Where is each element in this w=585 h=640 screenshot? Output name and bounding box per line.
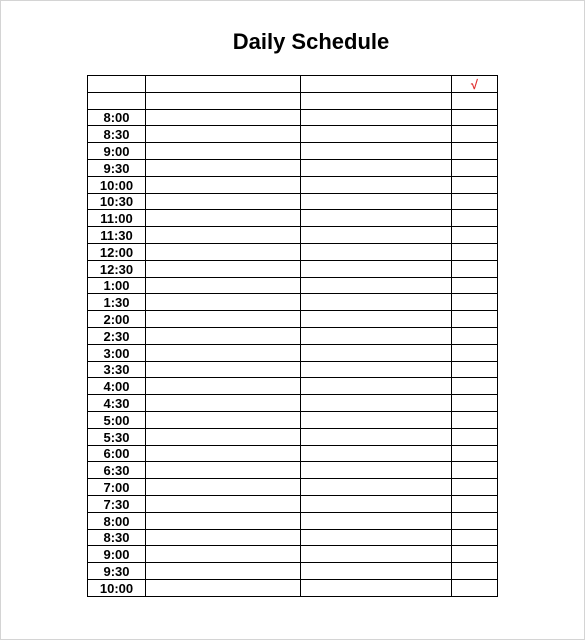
notes-cell[interactable] — [301, 126, 452, 143]
header-cell-notes — [301, 76, 452, 93]
table-row — [88, 327, 498, 344]
activity-cell[interactable] — [146, 344, 301, 361]
table-row — [88, 159, 498, 176]
time-cell: 3:00 — [88, 344, 146, 361]
activity-cell[interactable] — [146, 361, 301, 378]
notes-cell[interactable] — [301, 143, 452, 160]
activity-cell[interactable] — [146, 546, 301, 563]
time-cell: 8:30 — [88, 126, 146, 143]
header-cell-activity — [146, 76, 301, 93]
time-cell: 4:00 — [88, 378, 146, 395]
check-cell[interactable] — [452, 495, 498, 512]
time-cell: 2:30 — [88, 327, 146, 344]
notes-cell[interactable] — [301, 109, 452, 126]
check-cell[interactable] — [452, 260, 498, 277]
table-row — [88, 428, 498, 445]
table-row — [88, 529, 498, 546]
blank-cell — [88, 92, 146, 109]
notes-cell[interactable] — [301, 243, 452, 260]
time-cell: 10:30 — [88, 193, 146, 210]
notes-cell[interactable] — [301, 495, 452, 512]
time-cell: 8:00 — [88, 512, 146, 529]
table-row — [88, 546, 498, 563]
check-cell[interactable] — [452, 277, 498, 294]
activity-cell[interactable] — [146, 428, 301, 445]
header-cell-time — [88, 76, 146, 93]
time-cell: 6:30 — [88, 462, 146, 479]
check-cell[interactable] — [452, 428, 498, 445]
page-title: Daily Schedule — [232, 29, 390, 54]
table-row — [88, 479, 498, 496]
notes-cell[interactable] — [301, 512, 452, 529]
notes-cell[interactable] — [301, 395, 452, 412]
check-cell[interactable] — [452, 344, 498, 361]
table-row — [88, 210, 498, 227]
notes-cell[interactable] — [301, 260, 452, 277]
table-row — [88, 260, 498, 277]
table-row — [88, 462, 498, 479]
table-row — [88, 311, 498, 328]
activity-cell[interactable] — [146, 243, 301, 260]
time-cell: 11:30 — [88, 227, 146, 244]
time-cell: 2:00 — [88, 311, 146, 328]
notes-cell[interactable] — [301, 176, 452, 193]
table-row — [88, 344, 498, 361]
check-cell[interactable] — [452, 243, 498, 260]
notes-cell[interactable] — [301, 361, 452, 378]
check-cell[interactable] — [452, 529, 498, 546]
check-cell[interactable] — [452, 294, 498, 311]
time-cell: 9:00 — [88, 546, 146, 563]
notes-cell[interactable] — [301, 546, 452, 563]
table-row — [88, 512, 498, 529]
notes-cell[interactable] — [301, 277, 452, 294]
table-row — [88, 378, 498, 395]
notes-cell[interactable] — [301, 428, 452, 445]
notes-cell[interactable] — [301, 529, 452, 546]
table-row — [88, 193, 498, 210]
table-row — [88, 126, 498, 143]
check-cell[interactable] — [452, 512, 498, 529]
activity-cell[interactable] — [146, 327, 301, 344]
table-row — [88, 579, 498, 596]
notes-cell[interactable] — [301, 344, 452, 361]
activity-cell[interactable] — [146, 579, 301, 596]
check-cell[interactable] — [452, 378, 498, 395]
time-cell: 5:00 — [88, 411, 146, 428]
activity-cell[interactable] — [146, 445, 301, 462]
time-cell: 9:30 — [88, 159, 146, 176]
notes-cell[interactable] — [301, 378, 452, 395]
blank-cell — [146, 92, 301, 109]
time-cell: 9:30 — [88, 563, 146, 580]
time-cell: 12:00 — [88, 243, 146, 260]
check-cell[interactable] — [452, 395, 498, 412]
time-cell: 7:30 — [88, 495, 146, 512]
blank-cell — [301, 92, 452, 109]
notes-cell[interactable] — [301, 193, 452, 210]
table-row — [88, 495, 498, 512]
notes-cell[interactable] — [301, 479, 452, 496]
check-mark: √ — [452, 76, 498, 93]
check-cell[interactable] — [452, 479, 498, 496]
notes-cell[interactable] — [301, 159, 452, 176]
activity-cell[interactable] — [146, 395, 301, 412]
notes-cell[interactable] — [301, 563, 452, 580]
time-cell: 7:00 — [88, 479, 146, 496]
time-cell: 12:30 — [88, 260, 146, 277]
activity-cell[interactable] — [146, 109, 301, 126]
time-cell: 8:30 — [88, 529, 146, 546]
check-cell[interactable] — [452, 411, 498, 428]
table-row — [88, 143, 498, 160]
time-cell: 4:30 — [88, 395, 146, 412]
check-cell[interactable] — [452, 109, 498, 126]
activity-cell[interactable] — [146, 563, 301, 580]
activity-cell[interactable] — [146, 495, 301, 512]
time-cell: 3:30 — [88, 361, 146, 378]
check-cell[interactable] — [452, 210, 498, 227]
activity-cell[interactable] — [146, 159, 301, 176]
check-cell[interactable] — [452, 143, 498, 160]
table-row — [88, 109, 498, 126]
table-row — [88, 411, 498, 428]
notes-cell[interactable] — [301, 227, 452, 244]
activity-cell[interactable] — [146, 378, 301, 395]
check-cell[interactable] — [452, 159, 498, 176]
table-row — [88, 563, 498, 580]
activity-cell[interactable] — [146, 193, 301, 210]
activity-cell[interactable] — [146, 176, 301, 193]
check-cell[interactable] — [452, 126, 498, 143]
check-cell[interactable] — [452, 176, 498, 193]
blank-row — [88, 92, 498, 109]
notes-cell[interactable] — [301, 294, 452, 311]
time-cell: 1:30 — [88, 294, 146, 311]
table-row — [88, 176, 498, 193]
table-row — [88, 361, 498, 378]
table-row — [88, 294, 498, 311]
time-cell: 5:30 — [88, 428, 146, 445]
activity-cell[interactable] — [146, 294, 301, 311]
check-cell[interactable] — [452, 546, 498, 563]
check-cell[interactable] — [452, 311, 498, 328]
activity-cell[interactable] — [146, 277, 301, 294]
time-cell: 8:00 — [88, 109, 146, 126]
schedule-table — [87, 75, 498, 597]
schedule-body — [88, 76, 498, 597]
activity-cell[interactable] — [146, 126, 301, 143]
check-cell[interactable] — [452, 227, 498, 244]
notes-cell[interactable] — [301, 210, 452, 227]
table-row — [88, 227, 498, 244]
activity-cell[interactable] — [146, 462, 301, 479]
table-row — [88, 277, 498, 294]
table-row — [88, 243, 498, 260]
notes-cell[interactable] — [301, 462, 452, 479]
activity-cell[interactable] — [146, 512, 301, 529]
notes-cell[interactable] — [301, 311, 452, 328]
check-cell[interactable] — [452, 563, 498, 580]
notes-cell[interactable] — [301, 579, 452, 596]
activity-cell[interactable] — [146, 227, 301, 244]
notes-cell[interactable] — [301, 445, 452, 462]
notes-cell[interactable] — [301, 327, 452, 344]
time-cell: 10:00 — [88, 176, 146, 193]
check-cell[interactable] — [452, 462, 498, 479]
check-cell[interactable] — [452, 445, 498, 462]
check-cell[interactable] — [452, 361, 498, 378]
table-row — [88, 445, 498, 462]
time-cell: 10:00 — [88, 579, 146, 596]
check-cell[interactable] — [452, 579, 498, 596]
header-row — [88, 76, 498, 93]
time-cell: 6:00 — [88, 445, 146, 462]
check-cell[interactable] — [452, 327, 498, 344]
activity-cell[interactable] — [146, 210, 301, 227]
notes-cell[interactable] — [301, 411, 452, 428]
activity-cell[interactable] — [146, 529, 301, 546]
blank-cell — [452, 92, 498, 109]
time-cell: 11:00 — [88, 210, 146, 227]
time-cell: 9:00 — [88, 143, 146, 160]
activity-cell[interactable] — [146, 311, 301, 328]
activity-cell[interactable] — [146, 411, 301, 428]
time-cell: 1:00 — [88, 277, 146, 294]
activity-cell[interactable] — [146, 479, 301, 496]
activity-cell[interactable] — [146, 260, 301, 277]
check-cell[interactable] — [452, 193, 498, 210]
table-row — [88, 395, 498, 412]
activity-cell[interactable] — [146, 143, 301, 160]
